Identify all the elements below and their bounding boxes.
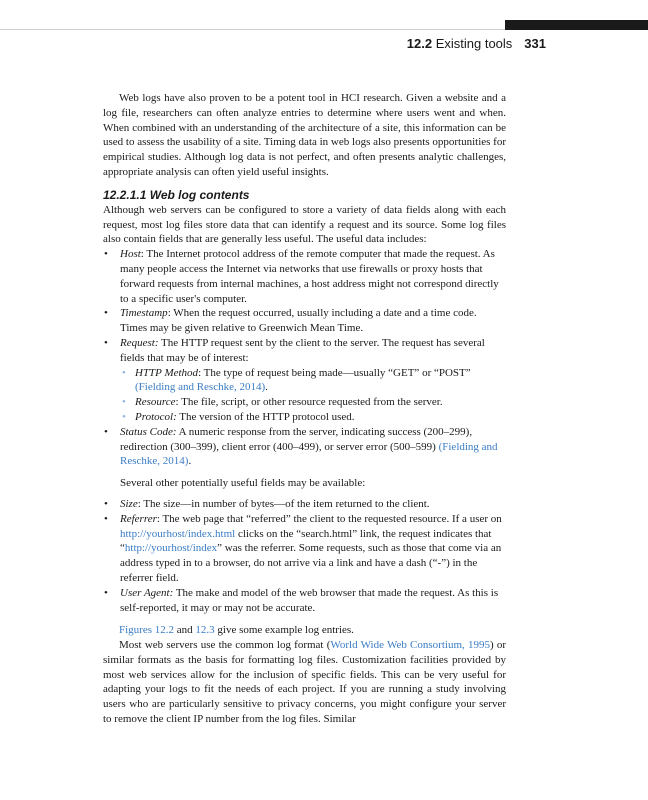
citation-link-fielding-1[interactable]: (Fielding and Reschke, 2014) — [135, 381, 266, 394]
intro-paragraph: Web logs have also proven to be a potent tool in HCI research. Given a website and a log file, researchers can often analyze entries to determine where users went and when. When combined with an understanding of the architecture of a site, this information can be used to assess the usability of a site. Timing data in web logs also presents opportunities for empirical studies. Although log data is not perfect, and often presents analytic challenges, appropriate analysis can often yield useful insights. — [103, 92, 506, 178]
url-link-index[interactable]: http://yourhost/index — [124, 542, 218, 555]
term-host: Host — [120, 248, 141, 261]
citation-link-fielding-2[interactable]: (Fielding and Reschke, 2014) — [120, 440, 498, 468]
figures-and: and — [174, 624, 196, 637]
log-format-text-b: ) or similar formats as the basis for formatting log files. Customization facilities provided by most web services allow for the inclusion of specific fields. This can be very useful for adapting your logs to fit the needs of each project. If you are running a study involving users who are particularly sensitive to privacy concerns, you might configure your server to remove the client IP number from the log files. Similar — [103, 639, 506, 726]
log-format-paragraph — [103, 638, 506, 727]
list-item-referrer — [103, 512, 506, 586]
section-title: Existing tools — [435, 36, 513, 51]
end-method: . — [265, 381, 268, 394]
list-item-timestamp — [103, 306, 506, 336]
page-body — [103, 91, 506, 727]
list-item-host — [103, 247, 506, 306]
text-timestamp: : When the request occurred, usually including a date and a time code. Times may be given relative to Greenwich Mean Time. — [120, 307, 477, 335]
section-lead: Although web servers can be configured to store a variety of data fields along with each request, most log files store data that can identify a request and its source. Some log files also contain fields that are generally less useful. The useful data includes: — [103, 203, 506, 246]
list-item-status — [103, 425, 506, 469]
header-bar — [505, 20, 648, 30]
section-heading: 12.2.1.1 Web log contents — [103, 187, 250, 202]
term-timestamp: Timestamp — [120, 307, 168, 320]
text-referrer-2: clicks on the “search.html” link, the request indicates that “ — [120, 527, 492, 555]
figure-link-12-2[interactable]: Figures 12.2 — [119, 624, 174, 637]
text-user-agent: The make and model of the web browser that made the request. As this is self-reported, it may or may not be accurate. — [120, 586, 499, 614]
term-user-agent: User Agent: — [120, 586, 174, 599]
figure-link-12-3[interactable]: 12.3 — [195, 624, 215, 637]
page-number: 331 — [524, 36, 546, 51]
section-number: 12.2 — [406, 36, 433, 51]
figures-rest: give some example log entries. — [214, 624, 354, 637]
text-referrer-1: : The web page that “referred” the client to the requested resource. If a user on — [156, 512, 502, 525]
request-subfields-list — [120, 366, 506, 425]
text-host: : The Internet protocol address of the remote computer that made the request. As many people access the Internet via networks that use firewalls or proxy hosts that forward requests from internal machines, a host address might not correspond directly to a specific user's computer. — [120, 248, 499, 305]
text-resource: : The file, script, or other resource requested from the server. — [175, 396, 443, 409]
end-status: . — [188, 455, 192, 468]
text-referrer-3: ” was the referrer. Some requests, such as those that come via an address typed in to a browser, do not arrive via a link and have a dash (“-”) in the referrer field. — [120, 542, 502, 584]
useful-fields-list — [103, 247, 506, 469]
term-request: Request: — [120, 336, 159, 349]
text-size: : The size—in number of bytes—of the item returned to the client. — [137, 497, 430, 510]
list-item-user-agent — [103, 586, 506, 616]
other-fields-list — [103, 497, 506, 615]
list-item-request — [103, 336, 506, 425]
term-resource: Resource — [135, 396, 176, 409]
middle-paragraph: Several other potentially useful fields may be available: — [120, 477, 366, 490]
sub-item-method — [120, 366, 506, 396]
sub-item-protocol — [120, 410, 506, 425]
term-protocol: Protocol: — [135, 410, 177, 423]
text-method: : The type of request being made—usually “GET” or “POST” — [198, 366, 471, 379]
text-request: The HTTP request sent by the client to the server. The request has several fields that may be of interest: — [120, 336, 485, 364]
term-referrer: Referrer — [120, 512, 157, 525]
text-status: A numeric response from the server, indicating success (200–299), redirection (300–399), client error (400–499), or server error (500–599) — [120, 425, 473, 453]
term-method: HTTP Method — [135, 366, 199, 379]
header-rule — [0, 29, 505, 30]
list-item-size — [103, 497, 506, 512]
running-title — [407, 36, 513, 51]
sub-item-resource — [120, 395, 506, 410]
citation-link-w3c[interactable]: World Wide Web Consortium, 1995 — [330, 639, 490, 652]
url-link-index-html[interactable]: http://yourhost/index.html — [120, 527, 236, 540]
figures-paragraph — [103, 623, 506, 638]
text-protocol: The version of the HTTP protocol used. — [176, 410, 355, 423]
term-status: Status Code: — [120, 425, 177, 438]
running-header — [0, 35, 546, 53]
log-format-text-a: Most web servers use the common log format ( — [119, 639, 331, 652]
term-size: Size — [120, 497, 138, 510]
